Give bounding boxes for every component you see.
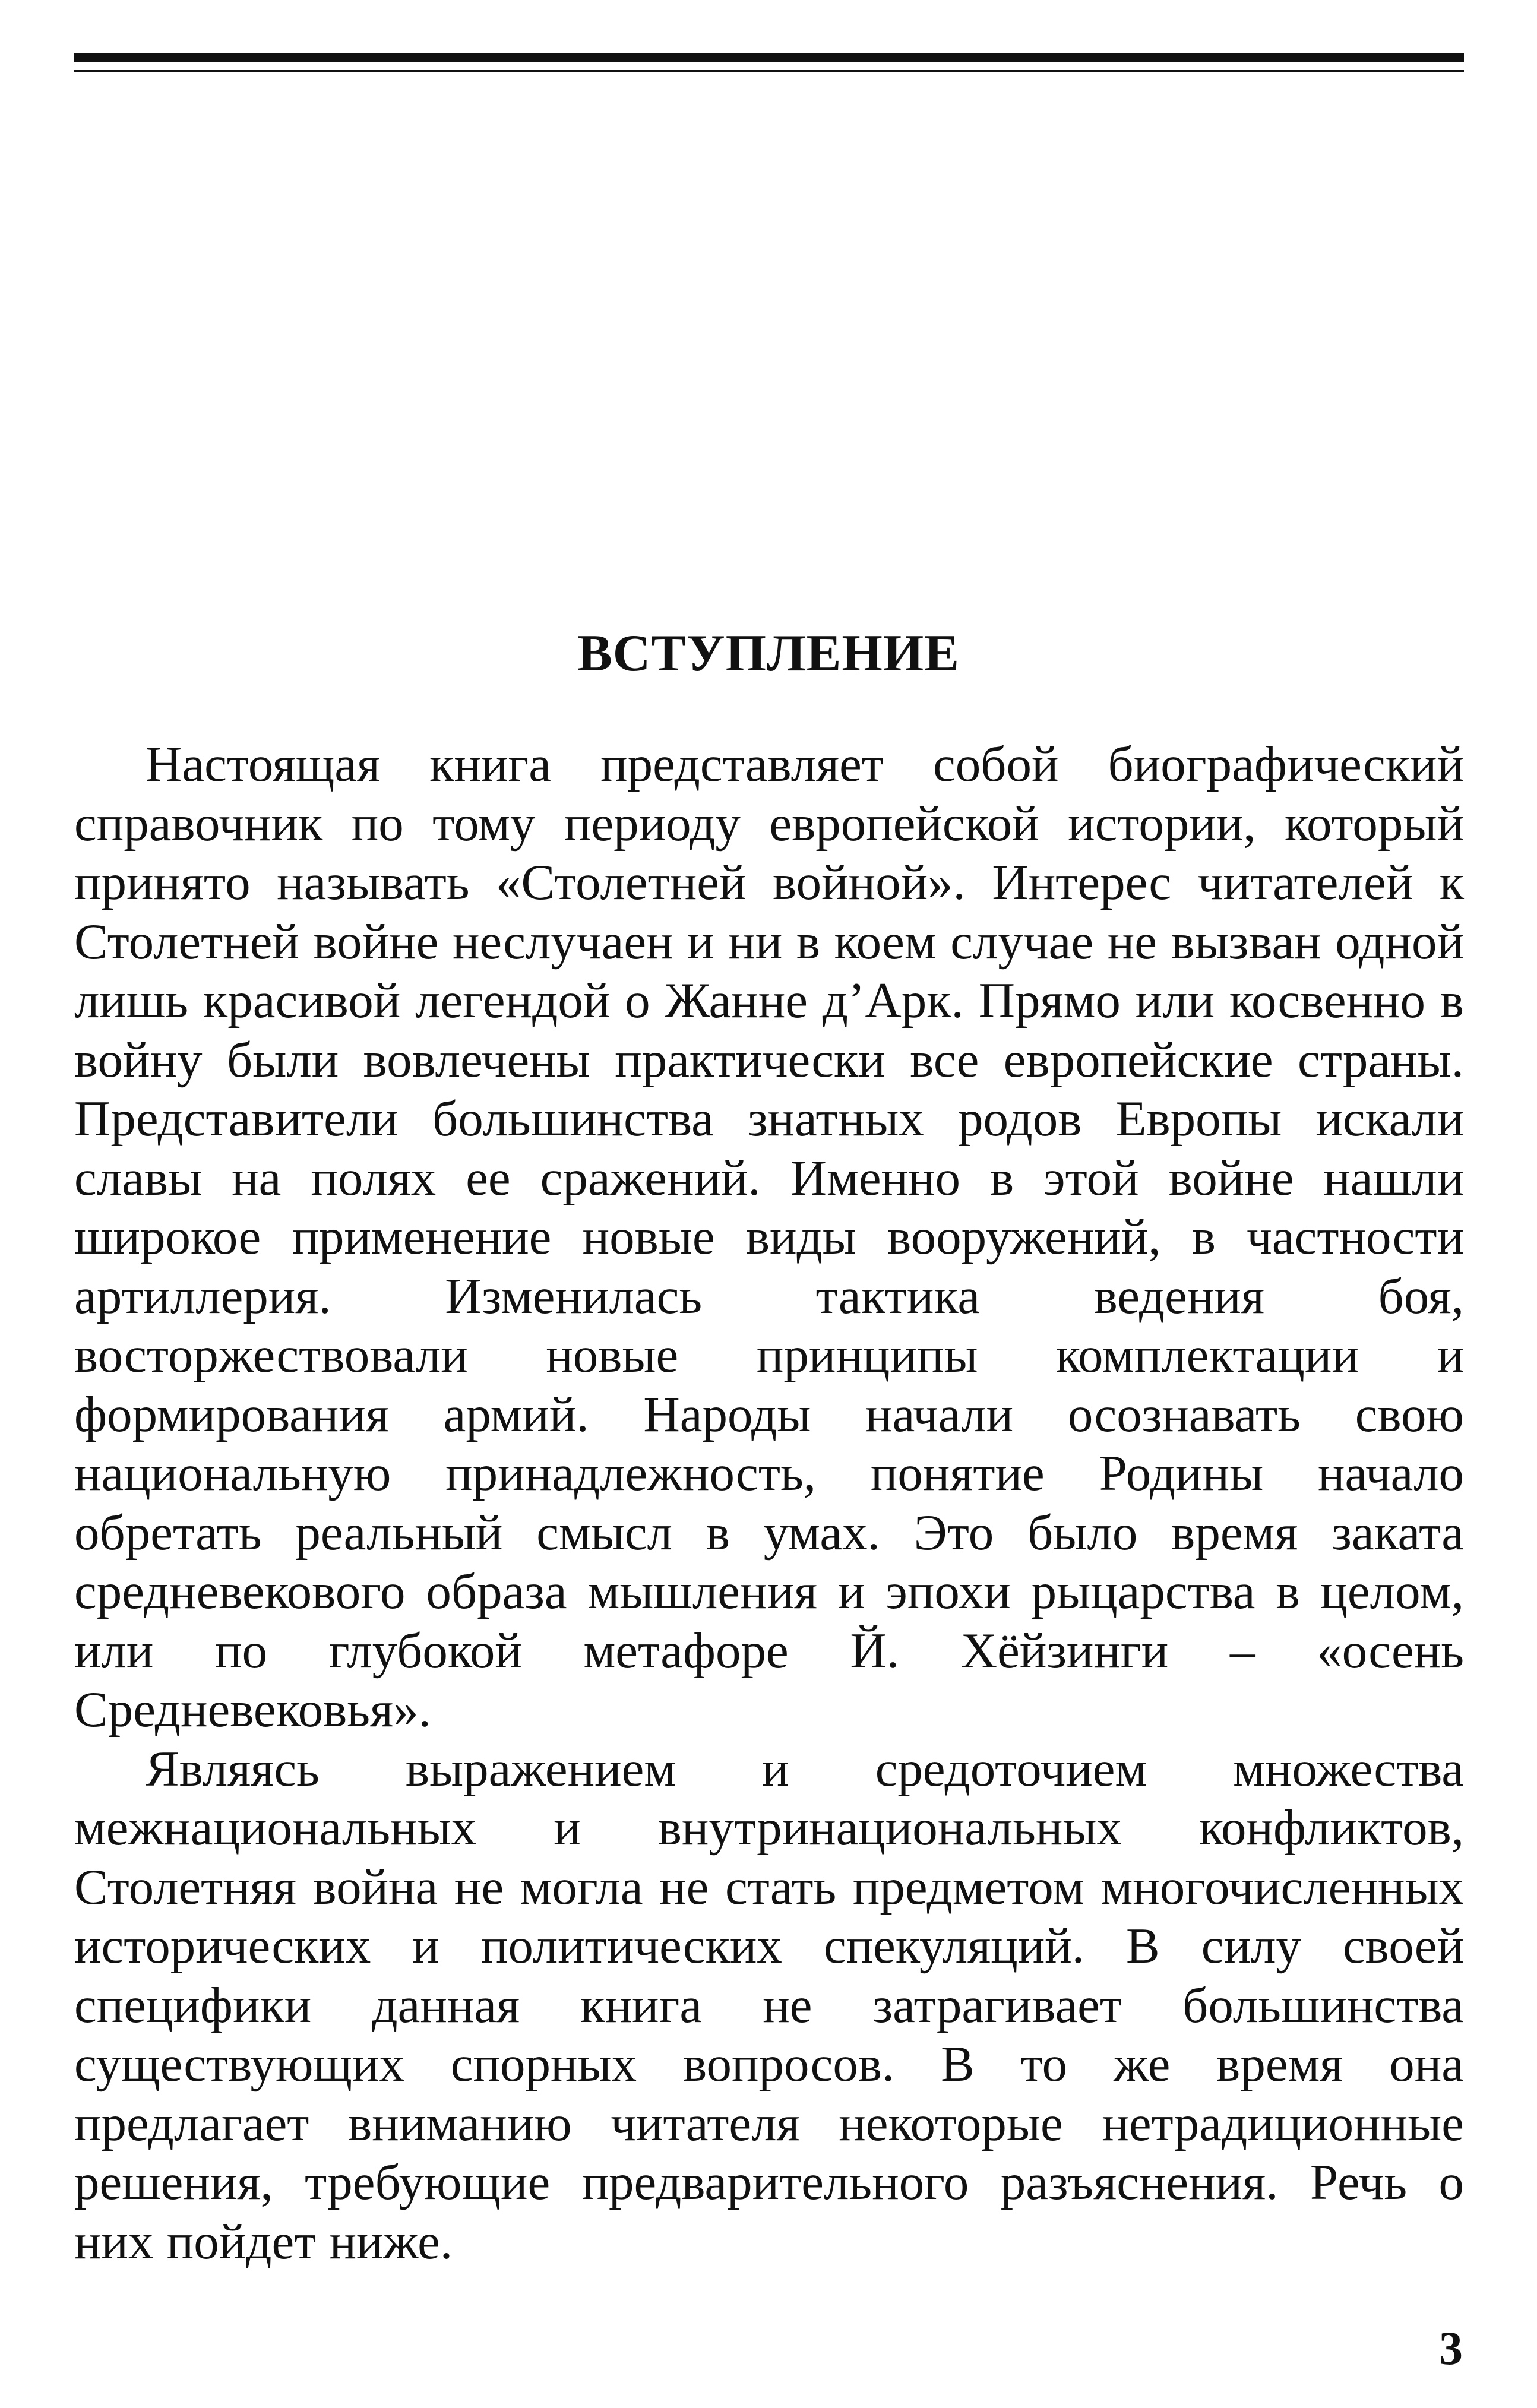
page-number: 3	[1439, 2322, 1463, 2375]
paragraph-1: Настоящая книга представляет собой биографический справочник по тому периоду европейской истории, который принято называть «Столетней войной». Интерес читателей к Столетней войне неслучаен и ни в коем случае не вызван одной лишь красивой легендой о Жанне д’Арк. Прямо или косвенно в войну были вовлечены практически все европейские страны. Представители большинства знатных родов Европы искали славы на полях ее сражений. Именно в этой войне нашли широкое применение новые виды вооружений, в частности артиллерия. Изменилась тактика ведения боя, восторжествовали новые принципы комплектации и формирования армий. Народы начали осознавать свою национальную принадлежность, понятие Родины начало обретать реальный смысл в умах. Это было время заката средневекового образа мышления и эпохи рыцарства в целом, или по глубокой метафоре Й. Хёйзинги – «осень Средневековья».	[74, 736, 1464, 1738]
header-rule-thin	[74, 70, 1464, 72]
paragraph-2: Являясь выражением и средоточием множества межнациональных и внутринациональных конфликтов, Столетняя война не могла не стать предметом многочисленных исторических и политических спекуляций. В силу своей специфики данная книга не затрагивает большинства существующих спорных вопросов. В то же время она предлагает вниманию читателя некоторые нетрадиционные решения, требующие предварительного разъяснения. Речь о них пойдет ниже.	[74, 1741, 1464, 2270]
header-rule-thick	[74, 53, 1464, 62]
body-text	[74, 735, 1464, 2271]
chapter-heading: ВСТУПЛЕНИЕ	[577, 625, 960, 682]
